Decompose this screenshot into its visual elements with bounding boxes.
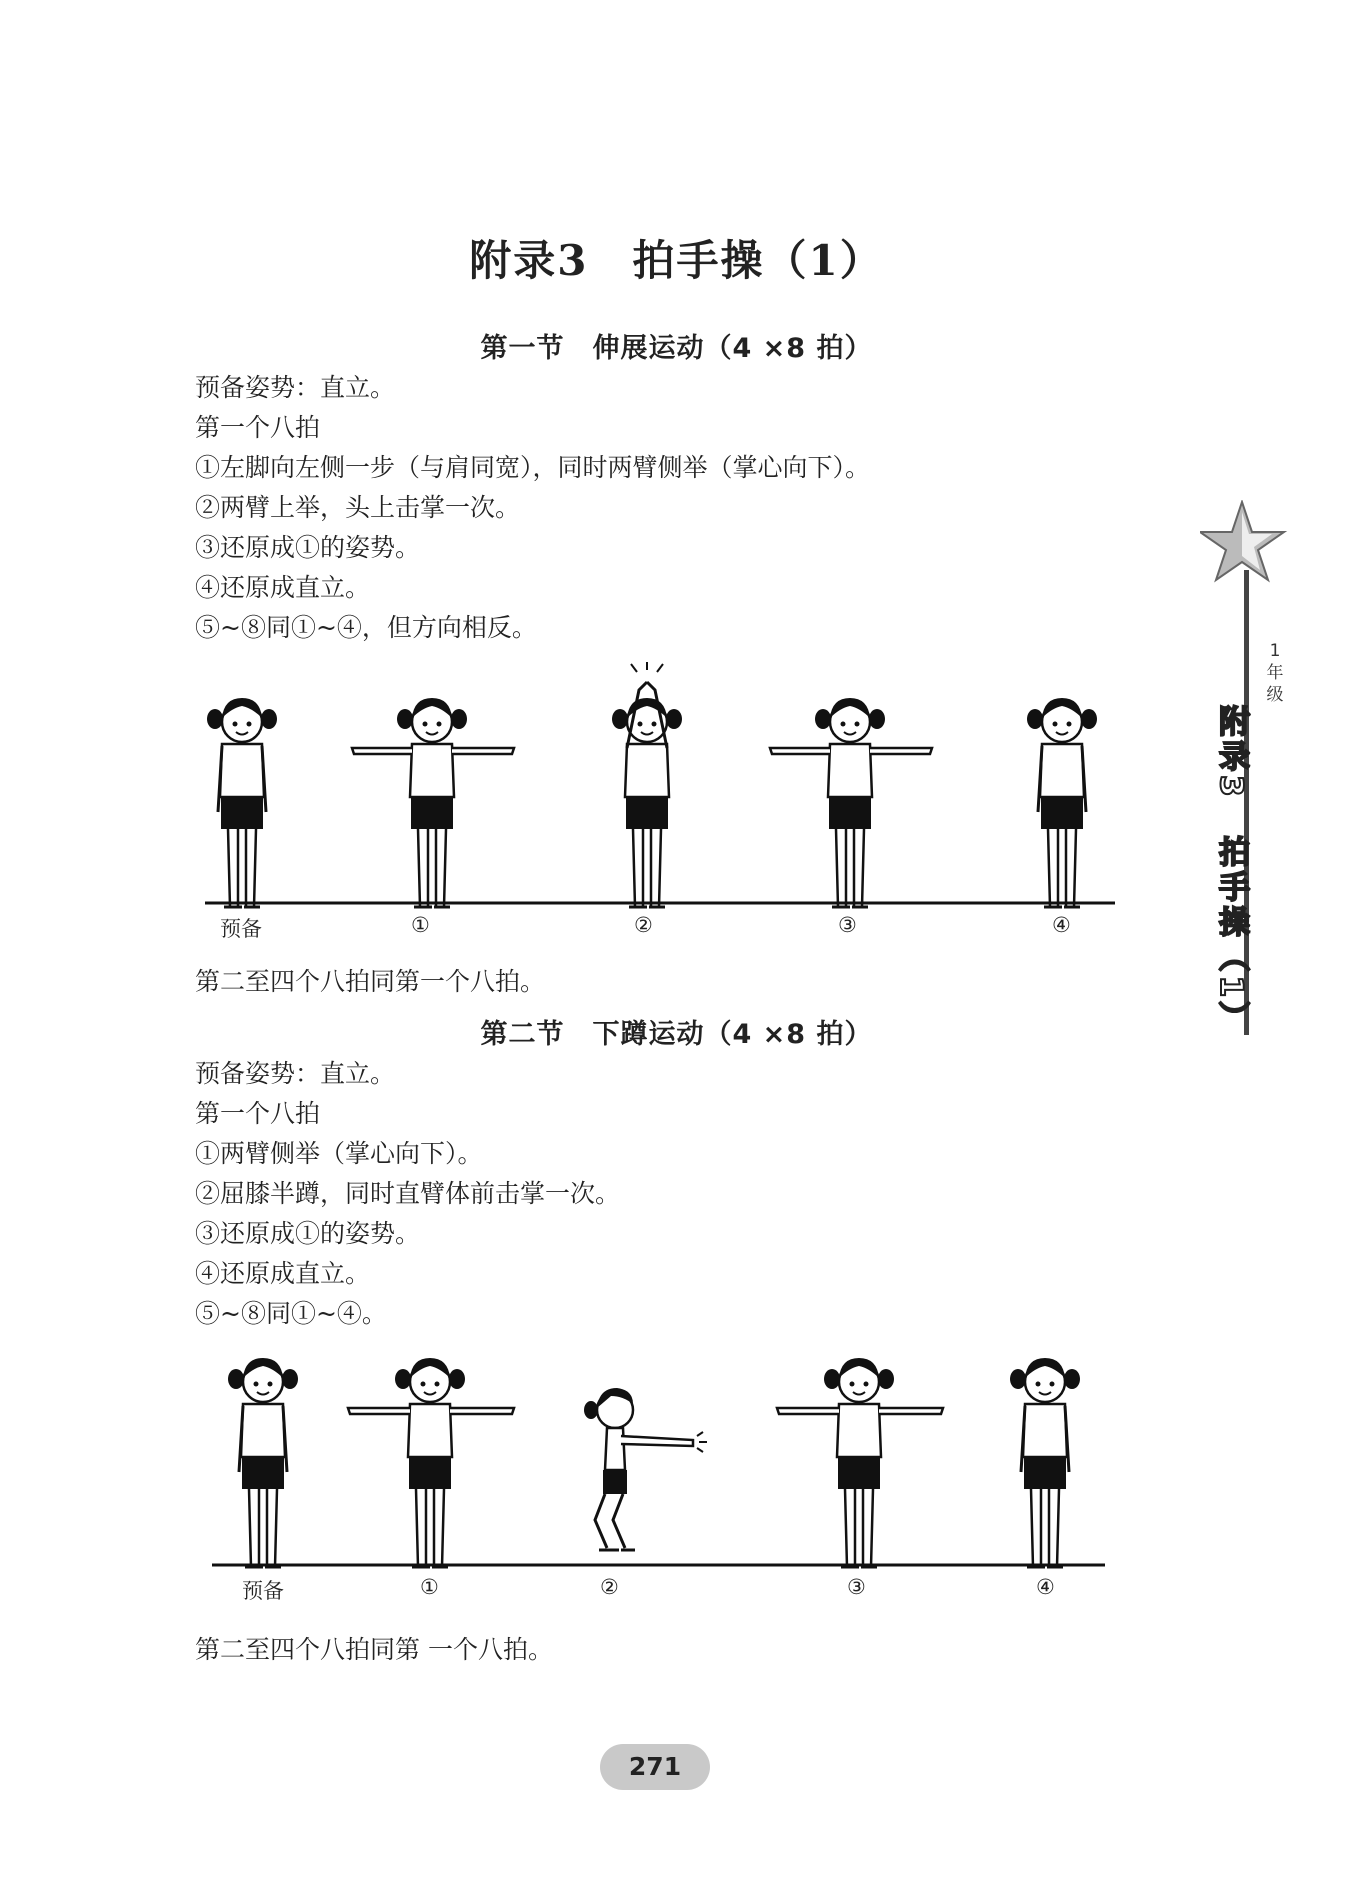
instruction-line: 第一个八拍 — [195, 1099, 321, 1128]
section-1-heading: 第一节 伸展运动（4 ×8 拍） — [480, 333, 873, 364]
page-number: 271 — [600, 1744, 710, 1790]
section-1-note: 第二至四个八拍同第一个八拍。 — [195, 967, 546, 996]
page-title: 附录3 拍手操（1） — [469, 236, 884, 285]
figure-label: ④ — [1036, 1575, 1055, 1599]
instruction-line: ⑤~⑧同①~④，但方向相反。 — [195, 613, 537, 642]
instruction-line: ②两臂上举，头上击掌一次。 — [195, 493, 521, 522]
figure-label: ② — [634, 913, 653, 937]
section-2-heading: 第二节 下蹲运动（4 ×8 拍） — [480, 1019, 873, 1050]
side-grade: 1 年 级 — [1266, 641, 1284, 705]
figure-4 — [1010, 1358, 1080, 1567]
section-2-note: 第二至四个八拍同第 一个八拍。 — [195, 1635, 553, 1664]
figure-label: ③ — [838, 913, 857, 937]
figure-1 — [352, 698, 514, 907]
section-1-illustration — [0, 650, 1353, 920]
star-icon — [1200, 502, 1284, 580]
figure-prep — [207, 698, 277, 907]
figure-label: 预备 — [242, 1579, 284, 1603]
instruction-line: ⑤~⑧同①~④。 — [195, 1299, 387, 1328]
instruction-line: 预备姿势：直立。 — [195, 1059, 396, 1088]
figure-4 — [1027, 698, 1097, 907]
figure-1 — [348, 1358, 514, 1567]
instruction-line: ①左脚向左侧一步（与肩同宽），同时两臂侧举（掌心向下）。 — [195, 453, 871, 482]
figure-label: ① — [411, 913, 430, 937]
figure-3 — [770, 698, 932, 907]
figure-prep — [228, 1358, 298, 1567]
figure-label: 预备 — [220, 917, 262, 941]
figure-2 — [584, 1388, 707, 1550]
instruction-line: ④还原成直立。 — [195, 1259, 371, 1288]
instruction-line: ③还原成①的姿势。 — [195, 1219, 421, 1248]
figure-label: ① — [420, 1575, 439, 1599]
section-2-instructions — [195, 1054, 620, 1334]
figure-3 — [777, 1358, 943, 1567]
instruction-line: 第一个八拍 — [195, 413, 321, 442]
figure-2 — [612, 662, 682, 907]
section-1-instructions — [195, 368, 870, 648]
side-title: 附录3 拍手操（1） — [1213, 705, 1249, 1037]
instruction-line: ②屈膝半蹲，同时直臂体前击掌一次。 — [195, 1179, 621, 1208]
instruction-line: ①两臂侧举（掌心向下）。 — [195, 1139, 483, 1168]
instruction-line: ③还原成①的姿势。 — [195, 533, 421, 562]
instruction-line: ④还原成直立。 — [195, 573, 371, 602]
figure-label: ③ — [847, 1575, 866, 1599]
instruction-line: 预备姿势：直立。 — [195, 373, 396, 402]
figure-label: ④ — [1052, 913, 1071, 937]
section-2-illustration — [0, 1318, 1353, 1588]
figure-label: ② — [600, 1575, 619, 1599]
